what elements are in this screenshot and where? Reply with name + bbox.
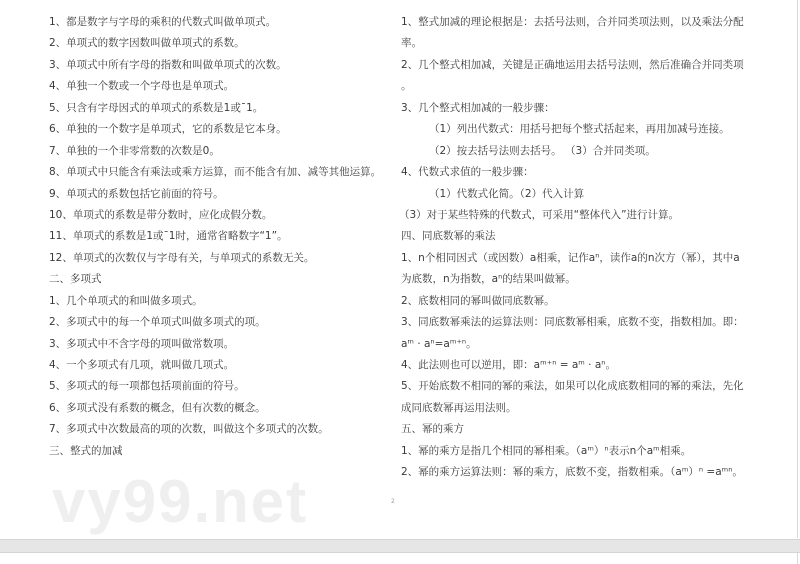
- text-line: 10、单项式的系数是带分数时，应化成假分数。: [49, 208, 273, 221]
- text-line: 2、单项式的数字因数叫做单项式的系数。: [49, 37, 245, 50]
- text-line: 2、底数相同的幂叫做同底数幂。: [401, 294, 555, 307]
- page-separator: [0, 539, 800, 553]
- text-line: 1、幂的乘方是指几个相同的幂相乘。（aᵐ）ⁿ表示n个aᵐ相乘。: [401, 444, 692, 457]
- text-line: 7、单独的一个非零常数的次数是0。: [49, 144, 220, 157]
- left-column: [49, 12, 394, 462]
- text-line: 三、整式的加减: [49, 444, 123, 457]
- text-line: （1）代数式化简。（2）代入计算: [429, 187, 585, 200]
- text-line: 6、多项式没有系数的概念，但有次数的概念。: [49, 401, 266, 414]
- text-line: 3、单项式中所有字母的指数和叫做单项式的次数。: [49, 58, 287, 71]
- text-line: 。: [401, 80, 412, 93]
- watermark: vy99.net: [52, 468, 309, 535]
- text-line: 2、幂的乘方运算法则：幂的乘方，底数不变，指数相乘。（aᵐ）ⁿ =aᵐⁿ。: [401, 466, 743, 479]
- text-line: 8、单项式中只能含有乘法或乘方运算，而不能含有加、减等其他运算。: [49, 166, 382, 179]
- text-line: 5、多项式的每一项都包括项前面的符号。: [49, 380, 245, 393]
- text-line: 成同底数幂再运用法则。: [401, 401, 517, 414]
- next-page: [0, 553, 798, 564]
- text-line: （1）列出代数式：用括号把每个整式括起来，再用加减号连接。: [429, 123, 730, 136]
- text-line: 2、多项式中的每一个单项式叫做多项式的项。: [49, 316, 266, 329]
- text-line: 4、单独一个数或一个字母也是单项式。: [49, 80, 235, 93]
- text-line: 11、单项式的系数是1或ˉ1时，通常省略数字“1”。: [49, 230, 288, 243]
- text-line: 9、单项式的系数包括它前面的符号。: [49, 187, 224, 200]
- text-line: 4、代数式求值的一般步骤：: [401, 166, 534, 179]
- text-line: 5、开始底数不相同的幂的乘法，如果可以化成底数相同的幂的乘法，先化: [401, 380, 744, 393]
- text-line: 12、单项式的次数仅与字母有关，与单项式的系数无关。: [49, 251, 315, 264]
- text-line: 3、几个整式相加减的一般步骤：: [401, 101, 555, 114]
- text-line: 为底数，n为指数，aⁿ的结果叫做幂。: [401, 273, 576, 286]
- text-line: 5、只含有字母因式的单项式的系数是1或ˉ1。: [49, 101, 264, 114]
- page-number: 2: [391, 498, 395, 505]
- text-line: 4、一个多项式有几项，就叫做几项式。: [49, 359, 235, 371]
- text-line: 4、此法则也可以逆用，即：aᵐ⁺ⁿ = aᵐ · aⁿ。: [401, 359, 616, 371]
- text-line: （3）对于某些特殊的代数式，可采用“整体代入”进行计算。: [399, 208, 680, 221]
- text-line: 7、多项式中次数最高的项的次数，叫做这个多项式的次数。: [49, 423, 329, 436]
- text-line: 3、多项式中不含字母的项叫做常数项。: [49, 337, 235, 350]
- right-column: [401, 12, 791, 484]
- text-line: 6、单独的一个数字是单项式，它的系数是它本身。: [49, 123, 287, 136]
- text-line: （2）按去括号法则去括号。 （3）合并同类项。: [429, 144, 656, 157]
- text-line: 四、同底数幂的乘法: [401, 230, 496, 243]
- text-line: 率。: [401, 37, 422, 50]
- text-line: 1、整式加减的理论根据是：去括号法则，合并同类项法则，以及乘法分配: [401, 16, 744, 28]
- text-line: 五、幂的乘方: [401, 423, 464, 436]
- text-line: 1、n个相同因式（或因数）a相乘，记作aⁿ，读作a的n次方（幂），其中a: [401, 251, 740, 264]
- text-line: 1、几个单项式的和叫做多项式。: [49, 294, 203, 307]
- text-line: aᵐ · aⁿ=aᵐ⁺ⁿ。: [401, 337, 477, 350]
- text-line: 1、都是数字与字母的乘积的代数式叫做单项式。: [49, 16, 277, 28]
- text-line: 3、同底数幂乘法的运算法则：同底数幂相乘，底数不变，指数相加。即：: [401, 316, 744, 329]
- text-line: 二、多项式: [49, 273, 102, 286]
- text-line: 2、几个整式相加减，关键是正确地运用去括号法则，然后准确合并同类项: [401, 58, 744, 71]
